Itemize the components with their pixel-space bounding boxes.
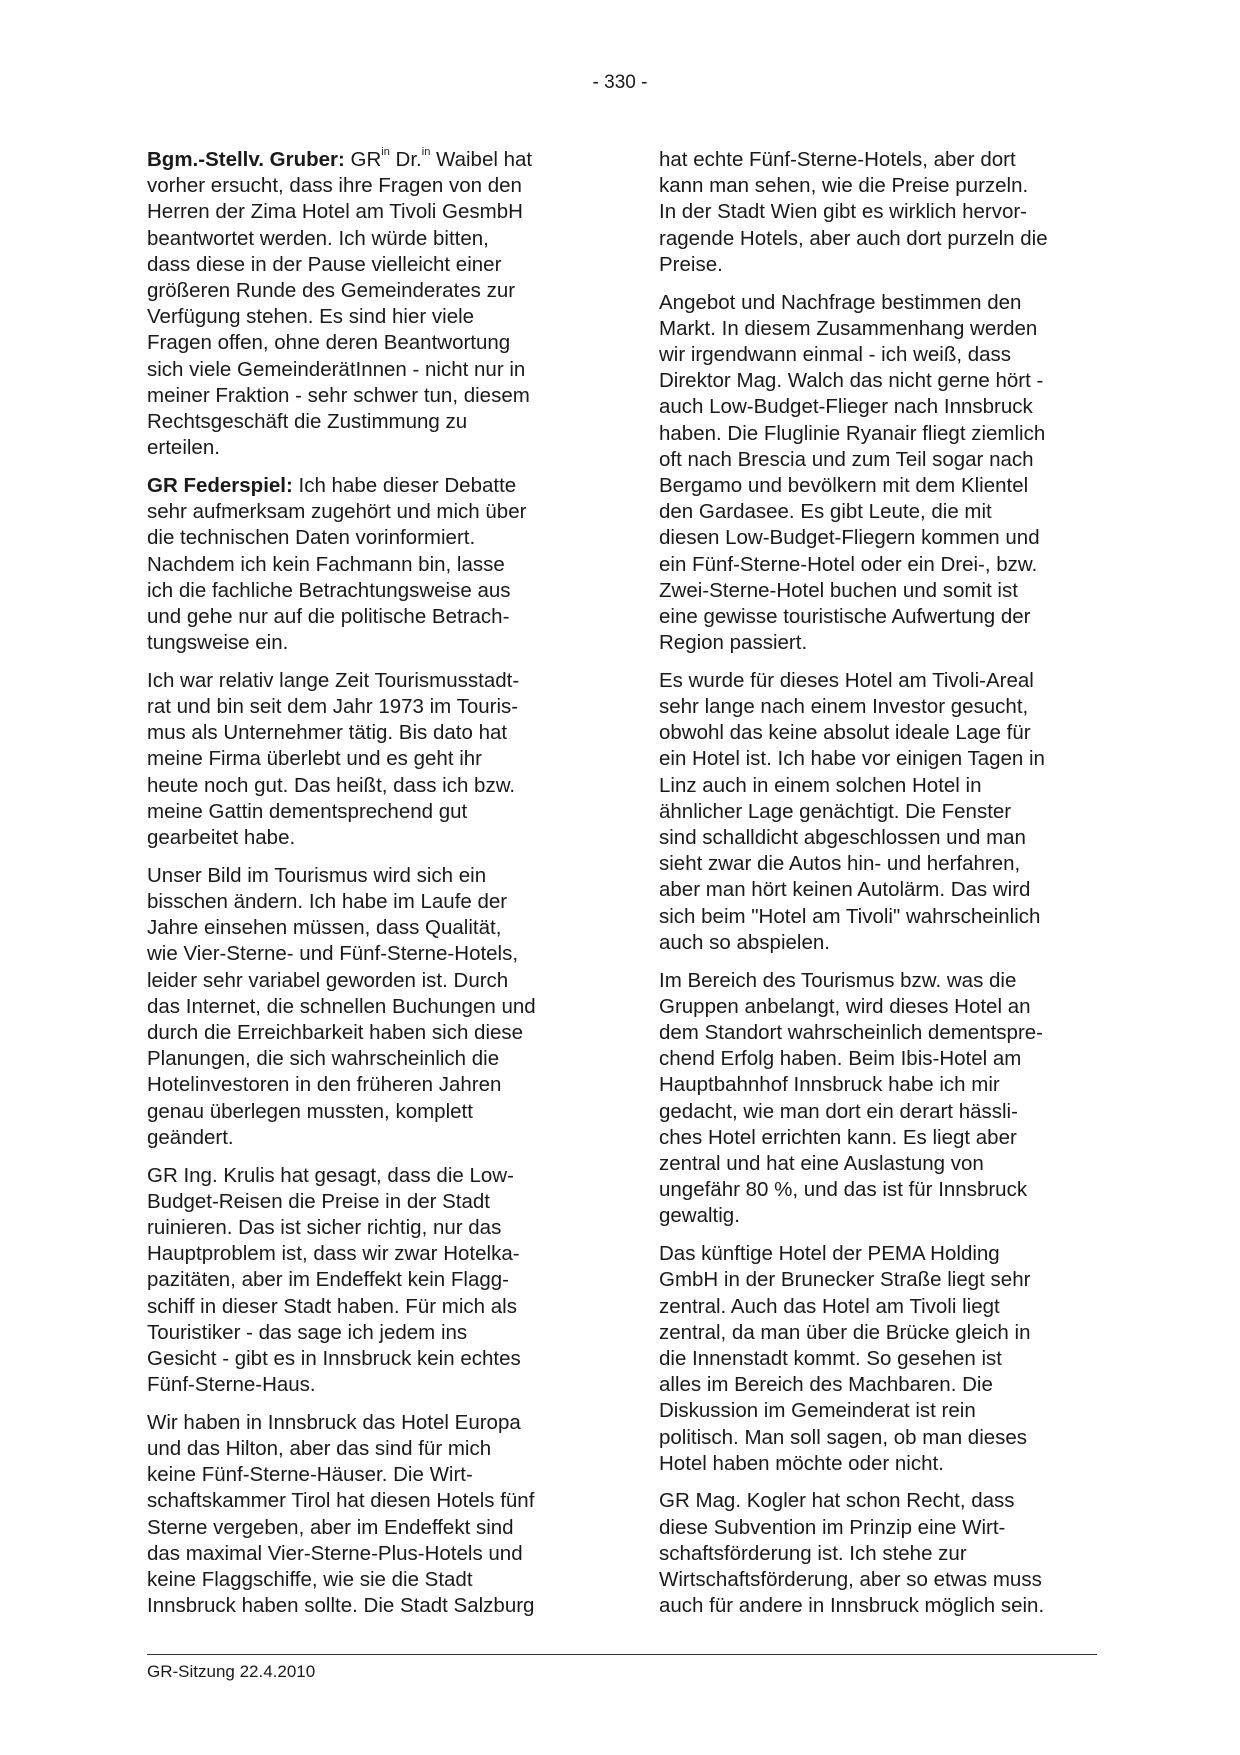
line-text: Budget-Reisen die Preise in der Stadt (147, 1189, 491, 1213)
line-text: tungsweise ein. (147, 631, 289, 655)
text-line (147, 1046, 584, 1072)
text-line (147, 252, 584, 278)
line-text: Verfügung stehen. Es sind hier viele (147, 305, 475, 329)
line-text: wir irgendwann einmal - ich weiß, dass (659, 342, 1012, 366)
line-text: Angebot und Nachfrage bestimmen den (659, 290, 1022, 314)
line-text: Wir haben in Innsbruck das Hotel Europa (147, 1410, 521, 1434)
text-line (659, 147, 1096, 173)
line-text: gewaltig. (659, 1204, 740, 1228)
paragraph (659, 1241, 1096, 1477)
superscript: in (421, 146, 431, 159)
text-line (147, 1163, 584, 1189)
line-text: sieht zwar die Autos hin- und herfahren, (659, 852, 1021, 876)
text-line (147, 409, 584, 435)
line-text: diese Subvention im Prinzip eine Wirt- (659, 1515, 1006, 1539)
paragraph (147, 473, 584, 656)
text-line (147, 499, 584, 525)
line-text: ich die fachliche Betrachtungsweise aus (147, 578, 511, 602)
text-line (659, 1099, 1096, 1125)
line-text: gearbeitet habe. (147, 826, 296, 850)
text-line (659, 394, 1096, 420)
line-text: eine gewisse touristische Aufwertung der (659, 604, 1031, 628)
line-text: Markt. In diesem Zusammenhang werden (659, 316, 1038, 340)
text-line (147, 1372, 584, 1398)
text-line (147, 1515, 584, 1541)
line-text: die Innenstadt kommt. So gesehen ist (659, 1346, 1003, 1370)
text-line (147, 552, 584, 578)
text-line (147, 915, 584, 941)
line-text: geändert. (147, 1125, 234, 1149)
text-line (659, 1320, 1096, 1346)
line-text: Das künftige Hotel der PEMA Holding (659, 1242, 1000, 1266)
line-text: den Gardasee. Es gibt Leute, die mit (659, 500, 992, 524)
paragraph (659, 147, 1096, 278)
text-line (659, 1451, 1096, 1477)
text-line (147, 799, 584, 825)
line-text: alles im Bereich des Machbaren. Die (659, 1373, 993, 1397)
text-line (147, 668, 584, 694)
text-line (147, 694, 584, 720)
speaker-name: Bgm.-Stellv. Gruber: (147, 148, 345, 171)
text-line (659, 930, 1096, 956)
line-text: Gesicht - gibt es in Innsbruck kein echtes (147, 1346, 521, 1370)
text-line (147, 383, 584, 409)
text-line (659, 1020, 1096, 1046)
text-line (659, 578, 1096, 604)
line-text: die technischen Daten vorinformiert. (147, 526, 476, 550)
line-text: Es wurde für dieses Hotel am Tivoli-Areal (659, 668, 1034, 692)
paragraph (147, 863, 584, 1151)
text-line (147, 630, 584, 656)
line-text: meiner Fraktion - sehr schwer tun, diesem (147, 383, 530, 407)
text-line (147, 1189, 584, 1215)
line-text: Hotelinvestoren in den früheren Jahren (147, 1073, 502, 1097)
text-line (659, 1151, 1096, 1177)
text-line (659, 1425, 1096, 1451)
speaker-name: GR Federspiel: (147, 473, 293, 497)
line-text: Touristiker - das sage ich jedem ins (147, 1320, 468, 1344)
line-text: sehr aufmerksam zugehört und mich über (147, 500, 527, 524)
line-text: größeren Runde des Gemeinderates zur (147, 279, 516, 303)
line-text: das maximal Vier-Sterne-Plus-Hotels und (147, 1541, 523, 1565)
superscript: in (381, 146, 390, 159)
text-line (659, 421, 1096, 447)
text-line (659, 1567, 1096, 1593)
line-text: beantwortet werden. Ich würde bitten, (147, 226, 489, 250)
line-text: sind schalldicht abgeschlossen und man (659, 826, 1026, 850)
text-line (659, 1125, 1096, 1151)
text-line (147, 473, 584, 499)
text-line (147, 863, 584, 889)
right-column (659, 147, 1096, 1631)
line-text: Gruppen anbelangt, wird dieses Hotel an (659, 994, 1031, 1018)
text-line (659, 1372, 1096, 1398)
text-line (147, 357, 584, 383)
line-text: ruinieren. Das ist sicher richtig, nur das (147, 1215, 502, 1239)
line-text: sehr lange nach einem Investor gesucht, (659, 695, 1029, 719)
paragraph (659, 290, 1096, 657)
line-text: schiff in dieser Stadt haben. Für mich als (147, 1294, 517, 1318)
line-text: Zwei-Sterne-Hotel buchen und somit ist (659, 578, 1018, 602)
line-text: Region passiert. (659, 631, 808, 655)
line-text: Hotel haben möchte oder nicht. (659, 1451, 944, 1475)
line-text: gedacht, wie man dort ein derart hässli- (659, 1099, 1018, 1123)
line-text: vorher ersucht, dass ihre Fragen von den (147, 174, 522, 198)
text-line (147, 1567, 584, 1593)
text-line (147, 825, 584, 851)
text-line (659, 199, 1096, 225)
line-text: ragende Hotels, aber auch dort purzeln die (659, 226, 1048, 250)
text-line (659, 1267, 1096, 1293)
line-text: meine Firma überlebt und es geht ihr (147, 747, 483, 771)
footer-rule (147, 1654, 1097, 1655)
text-line (147, 604, 584, 630)
text-line (147, 1346, 584, 1372)
line-text: bisschen ändern. Ich habe im Laufe der (147, 889, 508, 913)
line-text: meine Gattin dementsprechend gut (147, 799, 468, 823)
text-line (147, 1410, 584, 1436)
text-line (659, 226, 1096, 252)
text-line (147, 226, 584, 252)
text-line (659, 552, 1096, 578)
line-text: Direktor Mag. Walch das nicht gerne hört - (659, 369, 1044, 393)
text-line (147, 746, 584, 772)
text-line (147, 173, 584, 199)
line-text: diesen Low-Budget-Fliegern kommen und (659, 526, 1040, 550)
line-text: chend Erfolg haben. Beim Ibis-Hotel am (659, 1047, 1022, 1071)
paragraph (147, 147, 584, 461)
text-line (147, 1072, 584, 1098)
text-line (659, 746, 1096, 772)
line-text: Jahre einsehen müssen, dass Qualität, (147, 916, 502, 940)
text-line (147, 1241, 584, 1267)
line-text: rat und bin seit dem Jahr 1973 im Touris- (147, 695, 519, 719)
footer-text: GR-Sitzung 22.4.2010 (147, 1662, 316, 1681)
paragraph (659, 668, 1096, 956)
line-text: GR Mag. Kogler hat schon Recht, dass (659, 1489, 1015, 1513)
text-line (659, 851, 1096, 877)
page-number: - 330 - (592, 72, 648, 93)
line-text: Bergamo und bevölkern mit dem Klientel (659, 473, 1029, 497)
text-line (659, 252, 1096, 278)
line-text: ein Fünf-Sterne-Hotel oder ein Drei-, bzw. (659, 552, 1038, 576)
line-text: Ich war relativ lange Zeit Tourismusstadt- (147, 668, 520, 692)
line-text: Diskussion im Gemeinderat ist rein (659, 1399, 976, 1423)
text-line (147, 1267, 584, 1293)
line-text: Fragen offen, ohne deren Beantwortung (147, 331, 511, 355)
text-line (147, 1020, 584, 1046)
text-line (147, 304, 584, 330)
text-line (659, 499, 1096, 525)
text-line (659, 1177, 1096, 1203)
line-text: obwohl das keine absolut ideale Lage für (659, 721, 1031, 745)
line-text: ein Hotel ist. Ich habe vor einigen Tagen in (659, 747, 1045, 771)
text-line (659, 525, 1096, 551)
text-line (659, 1398, 1096, 1424)
line-text: sich viele GemeinderätInnen - nicht nur in (147, 357, 526, 381)
text-line (147, 889, 584, 915)
line-text: auch so abspielen. (659, 930, 830, 954)
line-text: das Internet, die schnellen Buchungen und (147, 994, 536, 1018)
line-text: GR Ing. Krulis hat gesagt, dass die Low- (147, 1163, 514, 1187)
line-text: politisch. Man soll sagen, ob man dieses (659, 1425, 1028, 1449)
text-line (659, 968, 1096, 994)
line-text: auch Low-Budget-Flieger nach Innsbruck (659, 395, 1033, 419)
line-text: Im Bereich des Tourismus bzw. was die (659, 968, 1017, 992)
line-text: wie Vier-Sterne- und Fünf-Sterne-Hotels, (147, 942, 519, 966)
text-line (659, 173, 1096, 199)
line-text: keine Fünf-Sterne-Häuser. Die Wirt- (147, 1463, 473, 1487)
text-line (147, 147, 584, 173)
line-text: GmbH in der Brunecker Straße liegt sehr (659, 1268, 1031, 1292)
text-line (659, 1488, 1096, 1514)
line-text: durch die Erreichbarkeit haben sich diese (147, 1021, 524, 1044)
line-text: erteilen. (147, 436, 220, 460)
paragraph (659, 1488, 1096, 1619)
text-line (659, 316, 1096, 342)
paragraph (147, 1163, 584, 1399)
line-text: heute noch gut. Das heißt, dass ich bzw. (147, 773, 516, 797)
text-line (147, 435, 584, 461)
line-text: leider sehr variabel geworden ist. Durch (147, 968, 509, 992)
line-text: genau überlegen mussten, komplett (147, 1099, 473, 1123)
text-line (659, 1294, 1096, 1320)
text-line (659, 473, 1096, 499)
text-line (659, 994, 1096, 1020)
line-text: keine Flaggschiffe, wie sie die Stadt (147, 1568, 473, 1592)
text-line (147, 1215, 584, 1241)
text-line (147, 330, 584, 356)
line-text: auch für andere in Innsbruck möglich sein. (659, 1594, 1045, 1618)
line-text: Wirtschaftsförderung, aber so etwas muss (659, 1568, 1042, 1592)
text-line (659, 630, 1096, 656)
text-line (147, 1320, 584, 1346)
text-line (659, 720, 1096, 746)
text-line (147, 941, 584, 967)
text-line (147, 773, 584, 799)
line-text: Sterne vergeben, aber im Endeffekt sind (147, 1515, 514, 1539)
line-text: Ich habe dieser Debatte (292, 473, 517, 497)
line-text: schaftsförderung ist. Ich stehe zur (659, 1541, 967, 1565)
text-line (147, 278, 584, 304)
line-text: zentral. Auch das Hotel am Tivoli liegt (659, 1294, 1000, 1318)
text-run: Waibel hat (430, 148, 533, 171)
paragraph (659, 968, 1096, 1230)
text-line (659, 877, 1096, 903)
line-text: sich beim "Hotel am Tivoli" wahrscheinlich (659, 904, 1041, 928)
line-text: Unser Bild im Tourismus wird sich ein (147, 863, 487, 887)
line-text: zentral, da man über die Brücke gleich in (659, 1320, 1031, 1344)
text-line (147, 1294, 584, 1320)
line-text: Herren der Zima Hotel am Tivoli GesmbH (147, 200, 523, 224)
line-text: Planungen, die sich wahrscheinlich die (147, 1047, 500, 1071)
line-text: ungefähr 80 %, und das ist für Innsbruck (659, 1178, 1028, 1202)
text-line (147, 199, 584, 225)
line-text: In der Stadt Wien gibt es wirklich hervor- (659, 200, 1027, 224)
line-text: hat echte Fünf-Sterne-Hotels, aber dort (659, 148, 1016, 171)
line-text: kann man sehen, wie die Preise purzeln. (659, 174, 1029, 198)
paragraph (147, 1410, 584, 1620)
line-text: und gehe nur auf die politische Betrach- (147, 604, 510, 628)
line-text: haben. Die Fluglinie Ryanair fliegt ziemlich (659, 421, 1046, 445)
line-text: aber man hört keinen Autolärm. Das wird (659, 878, 1031, 902)
line-text: Preise. (659, 252, 723, 276)
text-line (659, 447, 1096, 473)
line-text: Rechtsgeschäft die Zustimmung zu (147, 410, 468, 434)
text-line (147, 720, 584, 746)
line-text: zentral und hat eine Auslastung von (659, 1152, 984, 1176)
line-text: ches Hotel errichten kann. Es liegt aber (659, 1125, 1017, 1149)
text-line (147, 1541, 584, 1567)
line-text: mus als Unternehmer tätig. Bis dato hat (147, 721, 508, 745)
text-line (147, 525, 584, 551)
text-line (659, 1541, 1096, 1567)
line-text: oft nach Brescia und zum Teil sogar nach (659, 447, 1034, 471)
line-text: Nachdem ich kein Fachmann bin, lasse (147, 552, 505, 576)
line-text: schaftskammer Tirol hat diesen Hotels fünf (147, 1489, 535, 1513)
text-line (659, 773, 1096, 799)
text-line (659, 604, 1096, 630)
text-line (659, 1203, 1096, 1229)
text-line (659, 1515, 1096, 1541)
line-text: Fünf-Sterne-Haus. (147, 1373, 316, 1397)
text-line (659, 825, 1096, 851)
text-line (147, 1488, 584, 1514)
text-line (659, 694, 1096, 720)
line-text: Hauptbahnhof Innsbruck habe ich mir (659, 1073, 1000, 1097)
text-line (147, 1462, 584, 1488)
text-line (659, 1072, 1096, 1098)
text-line (659, 1241, 1096, 1267)
text-line (147, 1436, 584, 1462)
text-line (659, 1346, 1096, 1372)
text-line (659, 904, 1096, 930)
line-text: Linz auch in einem solchen Hotel in (659, 773, 982, 797)
text-line (147, 578, 584, 604)
text-line (147, 994, 584, 1020)
line-text: und das Hilton, aber das sind für mich (147, 1437, 492, 1461)
paragraph (147, 668, 584, 851)
line-text: pazitäten, aber im Endeffekt kein Flagg- (147, 1268, 509, 1292)
text-line (147, 1099, 584, 1125)
text-line (659, 368, 1096, 394)
line-text: dass diese in der Pause vielleicht einer (147, 252, 502, 276)
text-line (659, 1593, 1096, 1619)
text-line (147, 1125, 584, 1151)
text-run: Dr. (389, 148, 422, 171)
line-text: Hauptproblem ist, dass wir zwar Hotelka- (147, 1242, 520, 1266)
line-text: dem Standort wahrscheinlich dementspre- (659, 1021, 1043, 1044)
text-line (659, 668, 1096, 694)
text-line (659, 342, 1096, 368)
line-text: ähnlicher Lage genächtigt. Die Fenster (659, 799, 1012, 823)
text-line (659, 290, 1096, 316)
text-line (147, 968, 584, 994)
text-line (659, 799, 1096, 825)
line-text: Innsbruck haben sollte. Die Stadt Salzburg (147, 1594, 535, 1618)
text-line (659, 1046, 1096, 1072)
text-line (147, 1593, 584, 1619)
text-run: GR (344, 148, 382, 171)
left-column (147, 147, 584, 1631)
